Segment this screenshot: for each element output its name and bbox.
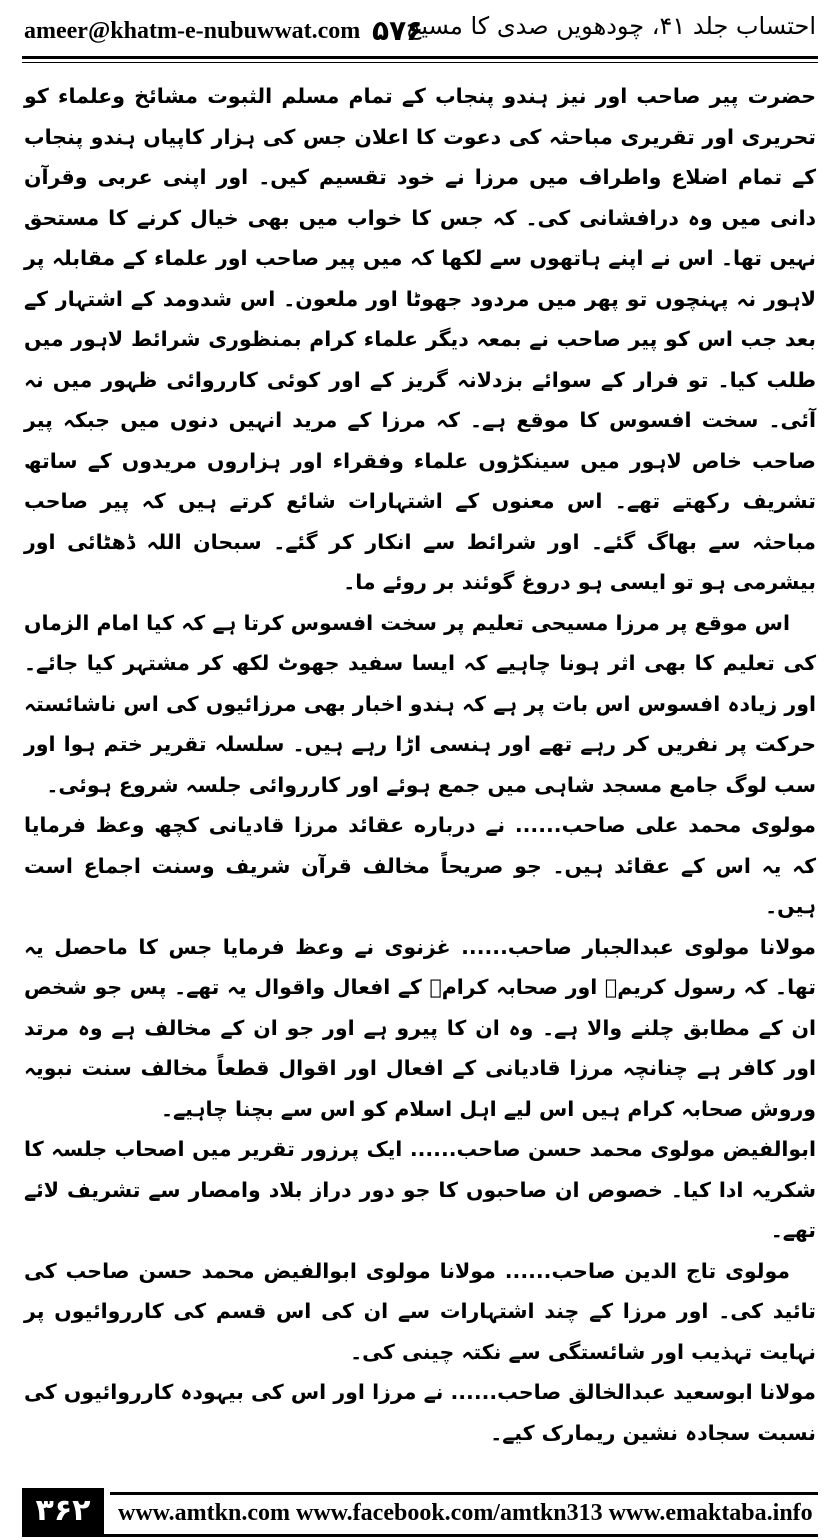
paragraph-4: مولانا مولوی عبدالجبار صاحب...... غزنوی نے وعظ فرمایا جس کا ماحصل یہ تھا۔ کہ رسول کریمؐ اور صحابہ کرامؓ کے افعال واقوال یہ تھے۔ پس جو شخص ان کے مطابق چلنے والا ہے۔ وہ ان کا پیرو ہے اور جو ان کے مخالف ہے وہ مرتد اور کافر ہے چنانچہ مرزا قادیانی کے افعال اور اقوال قطعاً مخالف سنت نبویہ وروش صحابہ کرام ہیں اس لیے اہل اسلام کو اس سے بچنا چاہیے۔ — [24, 934, 816, 1121]
paragraph-5: ابوالفیض مولوی محمد حسن صاحب...... ایک پرزور تقریر میں اصحاب جلسہ کا شکریہ ادا کیا۔ خصوص ان صاحبوں کا جو دور دراز بلاد وامصار سے تشریف لائے تھے۔ — [24, 1137, 816, 1242]
page-footer — [0, 1488, 840, 1540]
header-rule-thin — [22, 62, 818, 63]
paragraph-3: مولوی محمد علی صاحب...... نے درباره عقائد مرزا قادیانی کچھ وعظ فرمایا کہ یہ اس کے عقائد ہیں۔ جو صریحاً مخالف قرآن شریف وسنت اجماع است ہیں۔ — [24, 813, 816, 918]
header-rule — [22, 56, 818, 59]
paragraph-1: حضرت پیر صاحب اور نیز ہندو پنجاب کے تمام مسلم الثبوت مشائخ وعلماء کو تحریری اور تقریری مباحثہ کی دعوت کا اعلان جس کی ہزار کاپیاں ہندو پنجاب کے تمام اضلاع واطراف میں مرزا نے خود تقسیم کیں۔ اور اپنی عربی وقرآن دانی میں وہ درافشانی کی۔ کہ جس کا خواب میں بھی خیال کرنے کا مستحق نہیں تھا۔ اس نے اپنے ہاتھوں سے لکھا کہ میں پیر صاحب اور علماء کے مقابلہ پر لاہور نہ پہنچوں تو پھر میں مردود جھوٹا اور ملعون۔ اس شدومد کے اشتہار کے بعد جب اس کو پیر صاحب نے بمعہ دیگر علماء کرام بمنظوری شرائط لاہور میں طلب کیا۔ تو فرار کے سوائے بزدلانہ گریز کے اور کوئی کارروائی ظہور میں نہ آئی۔ سخت افسوس کا موقع ہے۔ کہ مرزا کے مرید انہیں دنوں میں جبکہ پیر صاحب خاص لاہور میں سینکڑوں علماء وفقراء اور ہزاروں مریدوں کے ساتھ تشریف رکھتے تھے۔ اس معنوں کے اشتہارات شائع کرتے ہیں کہ پیر صاحب مباحثہ سے بھاگ گئے۔ اور شرائط سے انکار کر گئے۔ سبحان اللہ ڈھٹائی اور بیشرمی ہو تو ایسی ہو دروغ گوئند بر روئے ما۔ — [24, 84, 816, 594]
header-title: احتساب جلد ۴۱، چودھویں صدی کا مسیح — [405, 12, 816, 40]
footer-rule-top — [110, 1492, 818, 1495]
footer-page-number: ۳۶۲ — [22, 1488, 104, 1534]
header-page-number: ۵۷۶ — [372, 14, 424, 47]
paragraph-7: مولانا ابوسعید عبدالخالق صاحب...... نے مرزا اور اس کی بیہودہ کارروائیوں کی نسبت سجادہ نشین ریمارک کیے۔ — [24, 1380, 816, 1445]
header-email: ameer@khatm-e-nubuwwat.com — [24, 18, 361, 44]
paragraph-2: اس موقع پر مرزا مسیحی تعلیم پر سخت افسوس کرتا ہے کہ کیا امام الزماں کی تعلیم کا بھی اثر ہونا چاہیے کہ ایسا سفید جھوٹ لکھ کر مشتہر کیا جائے۔ اور زیادہ افسوس اس بات پر ہے کہ ہندو اخبار بھی مرزائیوں کی اس ناشائستہ حرکت پر نفریں کر رہے تھے اور ہنسی اڑا رہے ہیں۔ سلسلہ تقریر ختم ہوا اور سب لوگ جامع مسجد شاہی میں جمع ہوئے اور کارروائی جلسہ شروع ہوئی۔ — [24, 610, 816, 797]
page-header — [0, 0, 840, 62]
footer-urls: www.amtkn.com www.facebook.com/amtkn313 www.emaktaba.info — [118, 1500, 813, 1526]
page-body — [24, 76, 816, 1476]
footer-rule-bottom — [22, 1534, 818, 1537]
paragraph-6: مولوی تاج الدین صاحب...... مولانا مولوی ابوالفیض محمد حسن صاحب کی تائید کی۔ اور مرزا کے چند اشتہارات سے ان کی اس قسم کی کارروائیوں پر نہایت تہذیب اور شائستگی سے نکتہ چینی کی۔ — [24, 1258, 816, 1364]
